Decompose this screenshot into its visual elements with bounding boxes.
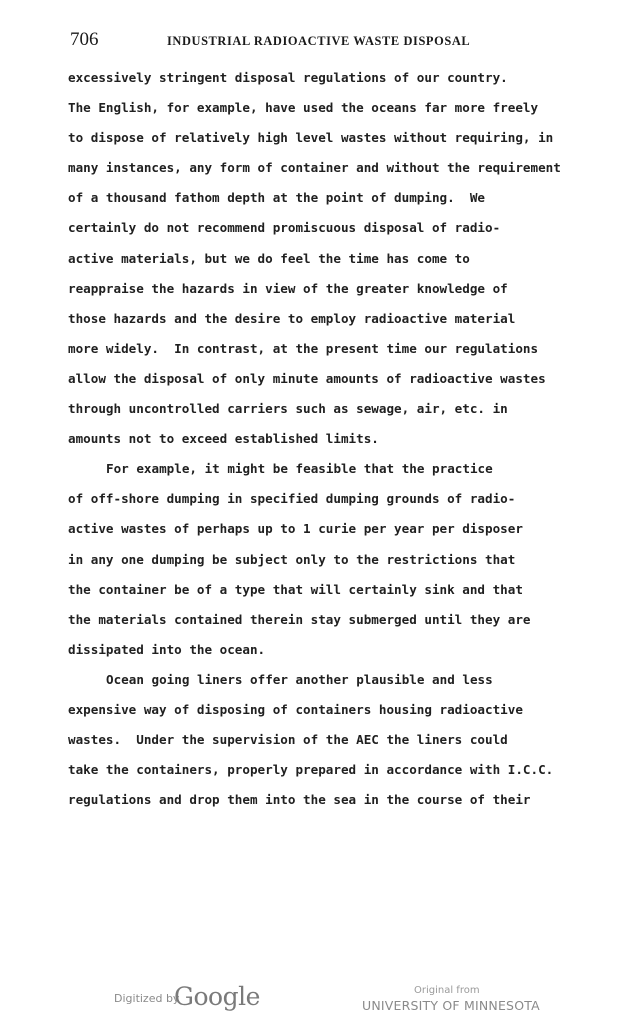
text-line: the container be of a type that will certainly sink and that xyxy=(68,581,523,597)
text-line: those hazards and the desire to employ radioactive material xyxy=(68,310,516,326)
text-line: active wastes of perhaps up to 1 curie per year per disposer xyxy=(68,521,523,537)
text-line: of a thousand fathom depth at the point of dumping. We xyxy=(68,190,486,206)
text-line: expensive way of disposing of containers housing radioactive xyxy=(68,701,523,717)
text-line: through uncontrolled carriers such as sewage, air, etc. in xyxy=(68,401,508,417)
text-line: to dispose of relatively high level wastes without requiring, in xyxy=(68,130,554,146)
text-line: amounts not to exceed established limits. xyxy=(68,431,379,447)
running-title: INDUSTRIAL RADIOACTIVE WASTE DISPOSAL xyxy=(167,34,471,48)
text-line: more widely. In contrast, at the present time our regulations xyxy=(68,340,539,356)
page-number: 706 xyxy=(70,29,99,50)
text-line: excessively stringent disposal regulations of our country. xyxy=(68,70,508,85)
page-header xyxy=(70,30,590,52)
text-line: in any one dumping be subject only to the restrictions that xyxy=(68,551,516,567)
text-line: regulations and drop them into the sea in the course of their xyxy=(68,792,531,808)
body-text xyxy=(68,63,608,815)
text-line: the materials contained therein stay submerged until they are xyxy=(68,611,531,627)
paragraph-start-line: Ocean going liners offer another plausible and less xyxy=(106,671,493,687)
text-line: certainly do not recommend promiscuous disposal of radio- xyxy=(68,220,501,236)
original-from-label: Original from xyxy=(414,985,480,996)
text-line: allow the disposal of only minute amounts of radioactive wastes xyxy=(68,370,546,386)
digitized-by-label: Digitized by xyxy=(114,992,180,1005)
paragraph-start-line: For example, it might be feasible that the practice xyxy=(106,461,493,477)
text-line: wastes. Under the supervision of the AEC the liners could xyxy=(68,732,508,748)
google-logo: Google xyxy=(174,982,260,1011)
text-line: of off-shore dumping in specified dumping grounds of radio- xyxy=(68,491,516,507)
text-line: reappraise the hazards in view of the greater knowledge of xyxy=(68,280,508,296)
text-line: dissipated into the ocean. xyxy=(68,641,266,657)
text-line: take the containers, properly prepared in accordance with I.C.C. xyxy=(68,762,554,778)
text-line: many instances, any form of container and without the requirement xyxy=(68,160,561,176)
university-label: UNIVERSITY OF MINNESOTA xyxy=(362,998,540,1013)
text-line: active materials, but we do feel the time has come to xyxy=(68,250,470,266)
digitization-footer xyxy=(0,982,631,1022)
text-line: The English, for example, have used the oceans far more freely xyxy=(68,100,539,116)
